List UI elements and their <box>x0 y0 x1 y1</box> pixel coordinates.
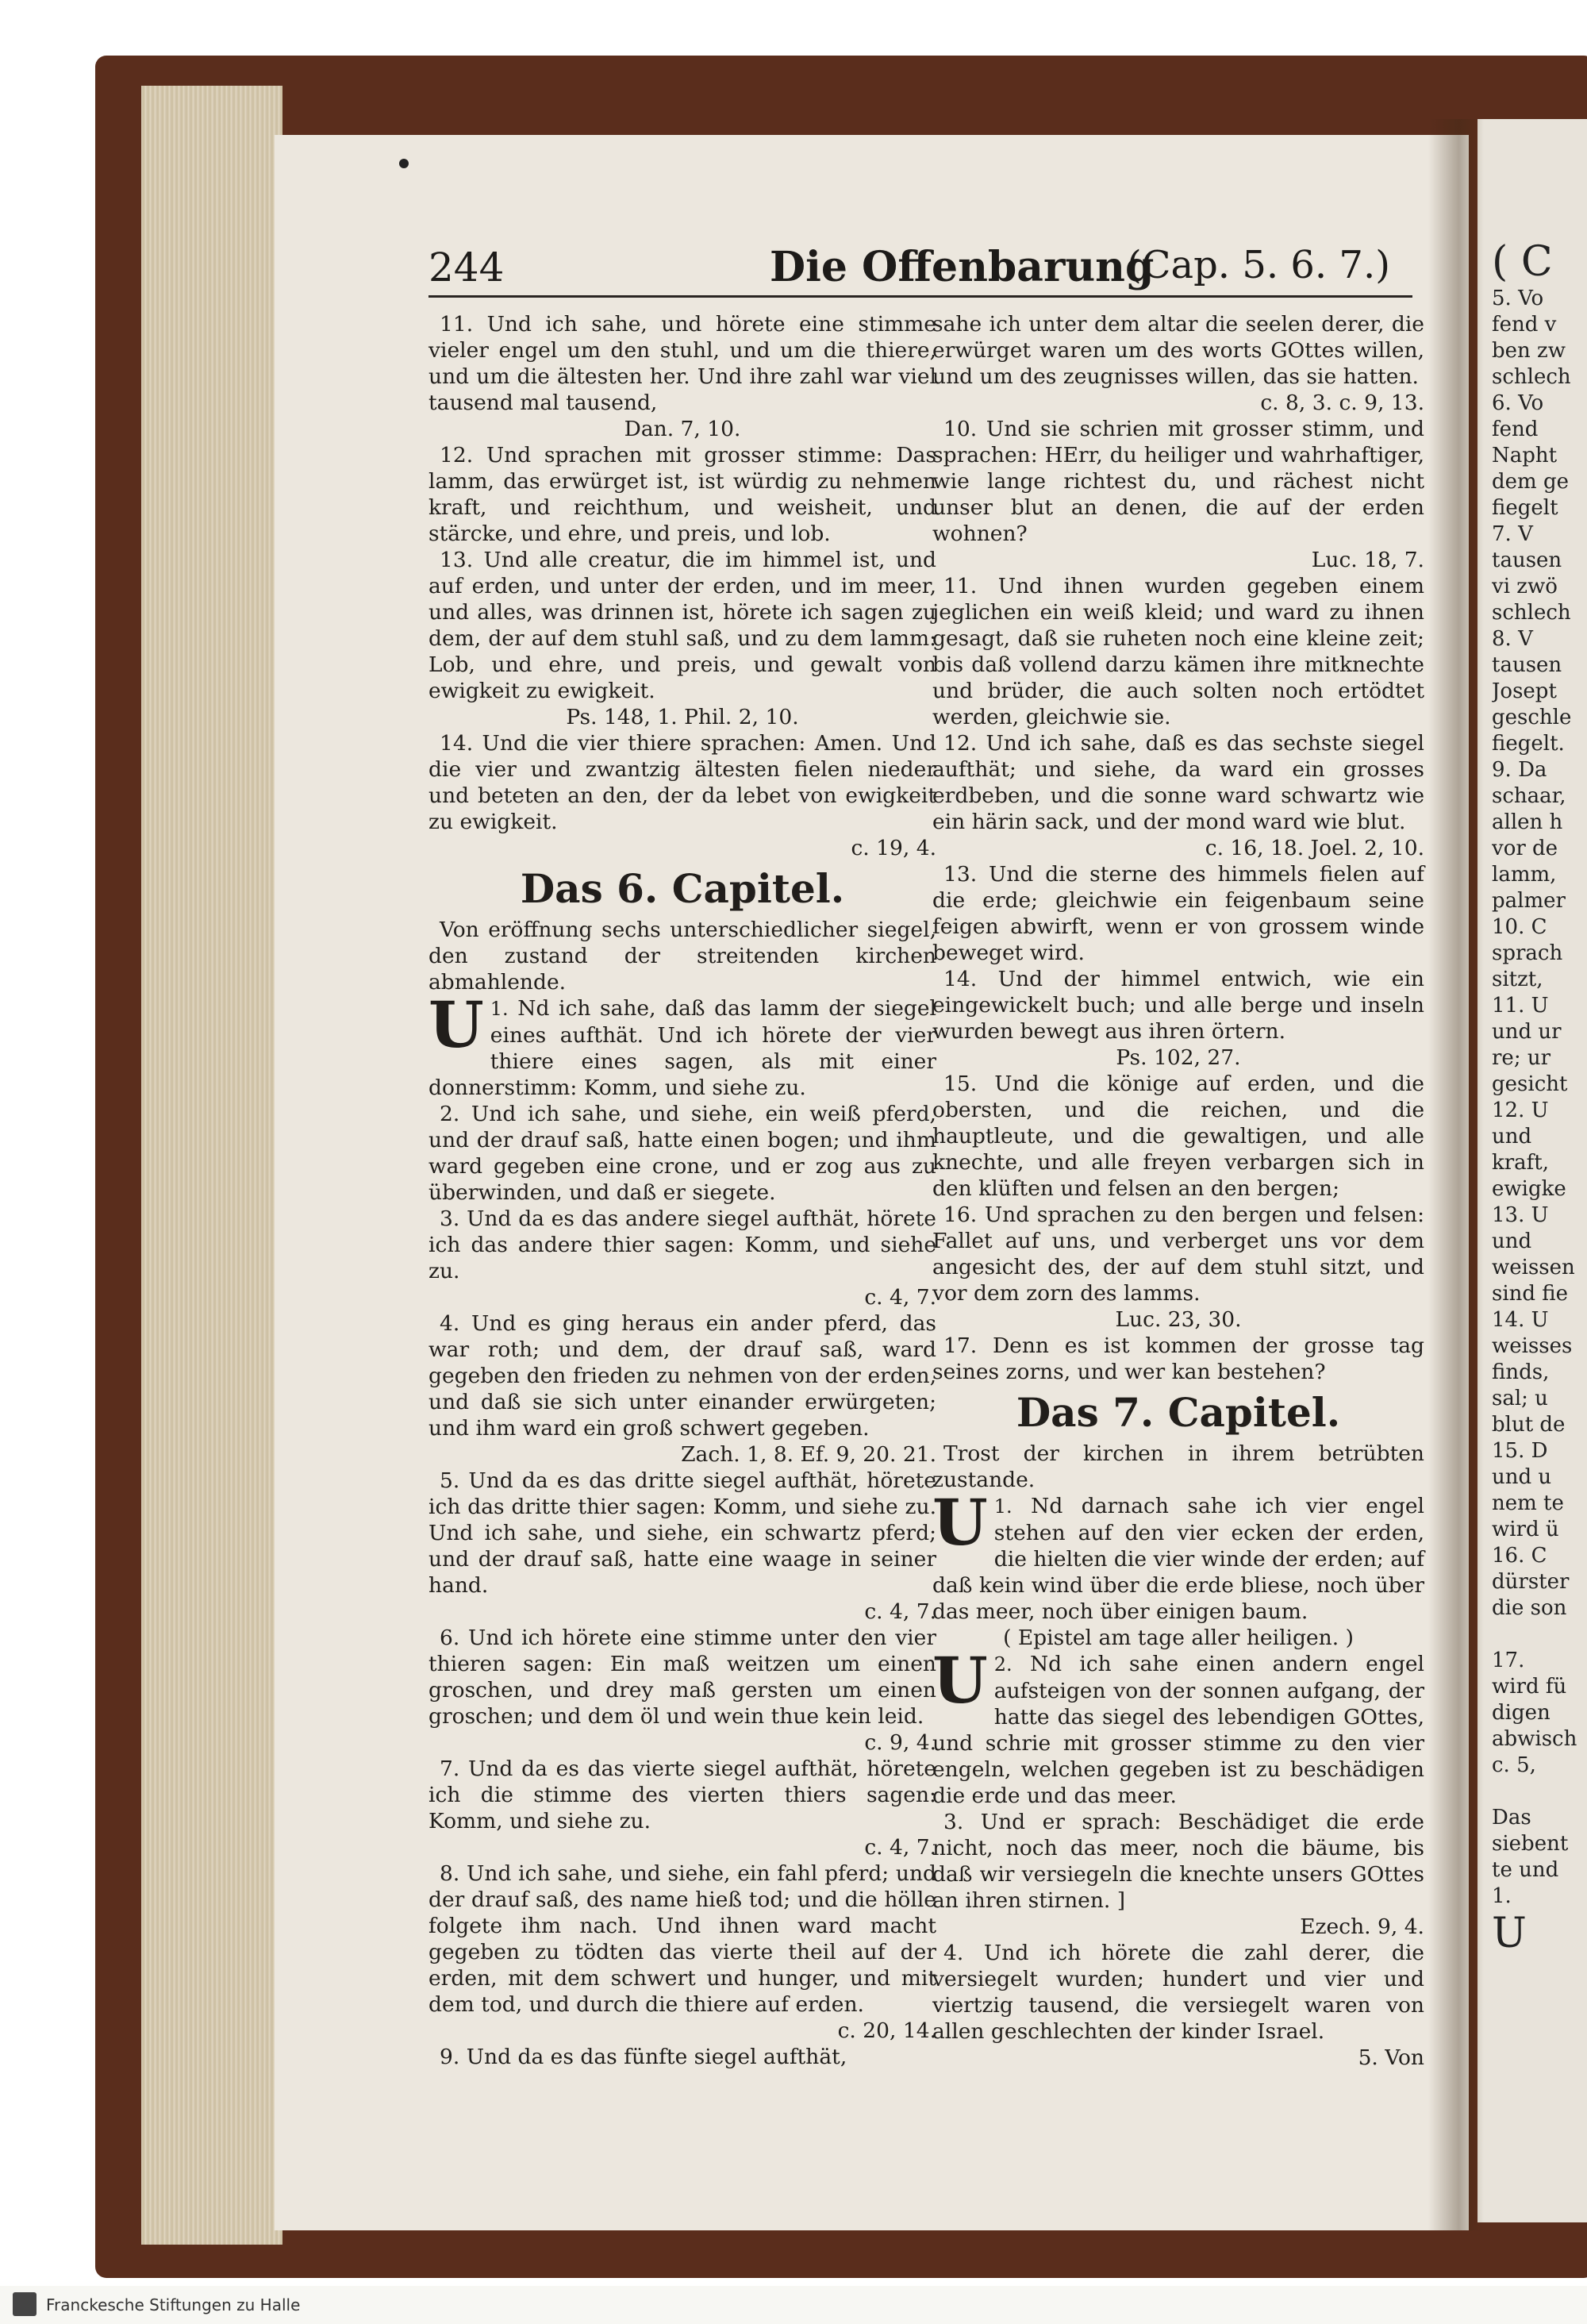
next-page-line: vi zwö <box>1492 575 1558 598</box>
chapter-7-summary: Trost der kirchen in ihrem betrübten zustande. <box>932 1441 1424 1492</box>
next-page-line: 9. Da <box>1492 758 1547 782</box>
next-page-line: weisses <box>1492 1334 1573 1358</box>
verse-ref: Luc. 23, 30. <box>1115 1307 1242 1332</box>
verse-number: 1. <box>490 998 509 1020</box>
next-page-line: fend v <box>1492 313 1557 337</box>
next-page-line: Das <box>1492 1806 1531 1830</box>
verse-ref: Ps. 102, 27. <box>1116 1045 1241 1070</box>
running-title: Die Offenbarung <box>770 243 1155 291</box>
next-page-line: 10. C <box>1492 915 1547 939</box>
next-page-line: Josept <box>1492 679 1557 703</box>
verse-ref: c. 8, 3. c. 9, 13. <box>1260 391 1424 415</box>
next-page-line: allen h <box>1492 810 1563 834</box>
chapter-6-summary: Von eröffnung sechs unterschiedlicher siegel, den zustand der streitenden kirchen abmahlende. <box>428 918 936 995</box>
next-page-line: 1. <box>1492 1884 1512 1908</box>
verse-ref: c. 16, 18. Joel. 2, 10. <box>1205 836 1424 860</box>
next-page-line: Napht <box>1492 444 1558 467</box>
verse-ref: c. 20, 14. <box>837 2018 936 2043</box>
footer-bar <box>0 2286 1587 2324</box>
next-page-line: blut de <box>1492 1413 1566 1437</box>
verse-ref: Dan. 7, 10. <box>624 417 741 441</box>
gutter-shadow <box>1428 119 1484 2230</box>
verse-6-9-start: 9. Und da es das fünfte siegel aufthät, <box>440 2045 847 2069</box>
next-page-line: kraft, <box>1492 1151 1550 1175</box>
verse-6-8: 8. Und ich sahe, und siehe, ein fahl pferd; und der drauf saß, des name hieß tod; und die hölle folgete ihm nach. Und ihnen ward macht gegeben zu tödten das vierte theil auf der erden, mit dem schwert und hunger, und mit dem tod, und durch die thiere auf erden. <box>428 1861 936 2017</box>
next-page-line: und <box>1492 1125 1532 1149</box>
next-page-strip <box>1492 238 1585 1957</box>
next-page-line: 13. U <box>1492 1203 1549 1227</box>
verse-6-9-cont: sahe ich unter dem altar die seelen derer, die erwürget waren um des worts GOttes willen, und um des zeugnisses willen, das sie hatten. <box>932 312 1424 389</box>
verse-7-4: 4. Und ich hörete die zahl derer, die versiegelt wurden; hundert und vier und viertzig tausend, die versiegelt waren von allen geschlechten der kinder Israel. <box>932 1941 1424 2044</box>
verse-ref: c. 4, 7. <box>864 1599 936 1624</box>
next-page-line: 7. V <box>1492 522 1533 546</box>
next-page-line: re; ur <box>1492 1046 1551 1070</box>
verse-ref: c. 19, 4. <box>851 836 936 860</box>
next-page-line: sind fie <box>1492 1282 1569 1306</box>
verse-ref: Luc. 18, 7. <box>1311 548 1424 572</box>
next-page-line: digen <box>1492 1701 1550 1725</box>
next-page-line: 17. <box>1492 1649 1525 1672</box>
next-page-line: siebent <box>1492 1832 1569 1856</box>
next-page-line: wird fü <box>1492 1675 1567 1699</box>
verse-text: Nd darnach sahe ich vier engel stehen auf den vier ecken der erden, die hielten die vier winde der erden; auf daß kein wind über die erde bliese, noch über das meer, noch über einigen baum. <box>932 1494 1424 1624</box>
next-page-line: und u <box>1492 1465 1552 1489</box>
next-page-line: nem te <box>1492 1491 1564 1515</box>
verse-6-1 <box>428 987 936 1101</box>
verse-6-4: 4. Und es ging heraus ein ander pferd, das war roth; und dem, der drauf saß, ward gegeben den frieden zu nehmen von der erden, und daß sie sich unter einander erwürgeten; und ihm ward ein groß schwert gegeben. <box>428 1311 936 1441</box>
ink-dot <box>399 159 409 168</box>
page-number: 244 <box>428 244 505 290</box>
verse-ref: Ps. 148, 1. Phil. 2, 10. <box>566 705 799 729</box>
next-page-line: ewigke <box>1492 1177 1566 1201</box>
next-page-line: geschle <box>1492 706 1572 729</box>
verse-6-3: 3. Und da es das andere siegel aufthät, hörete ich das andere thier sagen: Komm, und siehe zu. <box>428 1206 936 1283</box>
next-page-line: abwisch <box>1492 1727 1577 1751</box>
verse-text: Nd ich sahe einen andern engel aufsteigen von der sonnen aufgang, der hatte das siegel des lebendigen GOttes, und schrie mit grosser stimme zu den vier engeln, welchen gegeben ist zu beschädigen die erde und das meer. <box>932 1652 1424 1808</box>
next-page-line: schaar, <box>1492 784 1566 808</box>
verse-6-14: 14. Und der himmel entwich, wie ein eingewickelt buch; und alle berge und inseln wurden bewegt aus ihren örtern. <box>932 967 1424 1044</box>
verse-7-1 <box>932 1485 1424 1625</box>
next-page-line: und ur <box>1492 1020 1562 1044</box>
institution-logo-icon <box>13 2292 37 2316</box>
verse-5-12: 12. Und sprachen mit grosser stimme: Das lamm, das erwürget ist, ist würdig zu nehmen kraft, und reichthum, und weisheit, und stärcke, und ehre, und preis, und lob. <box>428 443 936 546</box>
left-column <box>428 311 936 2070</box>
next-page-line: 16. C <box>1492 1544 1547 1568</box>
chapter-6-heading: Das 6. Capitel. <box>520 865 845 912</box>
next-page-line: schlech <box>1492 365 1571 389</box>
verse-6-13: 13. Und die sterne des himmels fielen auf die erde; gleichwie ein feigenbaum seine feigen abwirft, wenn er von grossem winde beweget wird. <box>932 862 1424 965</box>
drop-initial: U <box>428 987 484 1062</box>
verse-7-3: 3. Und er sprach: Beschädiget die erde nicht, noch das meer, noch die bäume, bis daß wir versiegeln die knechte unsers GOttes an ihren stirnen. ] <box>932 1810 1424 1913</box>
next-page-line: dürster <box>1492 1570 1570 1594</box>
verse-6-5: 5. Und da es das dritte siegel aufthät, hörete ich das dritte thier sagen: Komm, und siehe zu. Und ich sahe, und siehe, ein schwartz pferd; und der drauf saß, hatte eine waage in seiner hand. <box>428 1468 936 1598</box>
verse-6-15: 15. Und die könige auf erden, und die obersten, und die reichen, und die hauptleute, und die gewaltigen, und alle knechte, und alle freyen verbargen sich in den klüften und felsen an den bergen; <box>932 1072 1424 1201</box>
verse-7-2 <box>932 1643 1424 1809</box>
verse-6-17: 17. Denn es ist kommen der grosse tag seines zorns, und wer kan bestehen? <box>932 1333 1424 1384</box>
next-page-line: gesicht <box>1492 1072 1568 1096</box>
verse-ref: c. 4, 7. <box>864 1285 936 1310</box>
next-page-line: tausen <box>1492 653 1562 677</box>
chapter-reference: (Cap. 5. 6. 7.) <box>1127 243 1390 287</box>
verse-ref: c. 9, 4. <box>864 1730 936 1755</box>
next-page-line <box>1492 1779 1585 1805</box>
next-page-line: 6. Vo <box>1492 391 1544 415</box>
verse-6-10: 10. Und sie schrien mit grosser stimm, und sprachen: HErr, du heiliger und wahrhaftiger, wie lange richtest du, und rächest nicht unser blut an denen, die auf der erden wohnen? <box>932 417 1424 546</box>
next-page-lines <box>1492 286 1585 1910</box>
verse-6-7: 7. Und da es das vierte siegel aufthät, hörete ich die stimme des vierten thiers sagen: Komm, und siehe zu. <box>428 1756 936 1833</box>
right-column <box>932 311 1424 2071</box>
next-page-line: schlech <box>1492 601 1571 625</box>
next-page-header: ( C <box>1492 238 1553 286</box>
verse-text: Nd ich sahe, daß das lamm der siegel eines aufthät. Und ich hörete der vier thiere eines sagen, als mit einer donnerstimm: Komm, und siehe zu. <box>428 996 936 1100</box>
verse-ref: Zach. 1, 8. Ef. 9, 20. 21. <box>681 1442 936 1467</box>
verse-5-13: 13. Und alle creatur, die im himmel ist, und auf erden, und unter der erden, und im meer, und alles, was drinnen ist, hörete ich sagen zu dem, der auf dem stuhl saß, und zu dem lamm: Lob, und ehre, und preis, und gewalt von ewigkeit zu ewigkeit. <box>428 548 936 703</box>
next-page-line: 5. Vo <box>1492 287 1544 310</box>
next-page-line: fend <box>1492 417 1539 441</box>
next-page-line: 8. V <box>1492 627 1533 651</box>
institution-name: Franckesche Stiftungen zu Halle <box>46 2295 301 2314</box>
verse-number: 1. <box>993 1495 1013 1518</box>
catchword: 5. Von <box>1358 2045 1424 2070</box>
verse-ref: c. 4, 7. <box>864 1835 936 1860</box>
next-page-line: 12. U <box>1492 1099 1549 1122</box>
next-page-line: die son <box>1492 1596 1567 1620</box>
next-page-line: dem ge <box>1492 470 1569 494</box>
next-page-line: sprach <box>1492 941 1563 965</box>
next-page-line: weissen <box>1492 1256 1575 1279</box>
next-page-line: sal; u <box>1492 1387 1548 1410</box>
verse-ref: Ezech. 9, 4. <box>1300 1914 1424 1939</box>
verse-5-11: 11. Und ich sahe, und hörete eine stimme vieler engel um den stuhl, und um die thiere, und um die ältesten her. Und ihre zahl war viel tausend mal tausend, <box>428 312 936 415</box>
page-edges <box>141 86 282 2245</box>
next-page-line: wird ü <box>1492 1518 1559 1541</box>
verse-6-11: 11. Und ihnen wurden gegeben einem jeglichen ein weiß kleid; und ward zu ihnen gesagt, daß sie ruheten noch eine kleine zeit; bis daß vollend darzu kämen ihre mitknechte und brüder, die auch solten noch ertödtet werden, gleichwie sie. <box>932 574 1424 729</box>
verse-5-14: 14. Und die vier thiere sprachen: Amen. Und die vier und zwantzig ältesten fielen nieder und beteten an den, der da lebet von ewigkeit zu ewigkeit. <box>428 731 936 834</box>
next-page-line: und <box>1492 1229 1532 1253</box>
next-page-line: tausen <box>1492 548 1562 572</box>
chapter-7-heading: Das 7. Capitel. <box>1016 1389 1341 1436</box>
drop-initial: U <box>932 1643 988 1718</box>
next-page-line: 11. U <box>1492 994 1549 1018</box>
next-page-line: fiegelt. <box>1492 732 1565 756</box>
page-header <box>428 238 1412 302</box>
verse-6-16: 16. Und sprachen zu den bergen und felsen: Fallet auf uns, und verberget uns vor dem angesicht des, der auf dem stuhl sitzt, und vor dem zorn des lamms. <box>932 1202 1424 1306</box>
next-page-line: lamm, <box>1492 863 1557 887</box>
verse-number: 2. <box>993 1653 1013 1676</box>
verse-6-12: 12. Und ich sahe, daß es das sechste siegel aufthät; und siehe, da ward ein grosses erdbeben, und die sonne ward schwartz wie ein härin sack, und der mond ward wie blut. <box>932 731 1424 834</box>
next-page-line: te und <box>1492 1858 1559 1882</box>
next-page-line <box>1492 1622 1585 1648</box>
next-page-drop-initial: U <box>1492 1910 1527 1957</box>
next-page-line: finds, <box>1492 1360 1550 1384</box>
next-page-line: 14. U <box>1492 1308 1549 1332</box>
header-rule <box>428 295 1412 298</box>
next-page-line: sitzt, <box>1492 968 1543 991</box>
next-page-line: palmer <box>1492 889 1566 913</box>
verse-6-6: 6. Und ich hörete eine stimme unter den vier thieren sagen: Ein maß weitzen um einen groschen, und drey maß gersten um einen groschen; und dem öl und wein thue kein leid. <box>428 1626 936 1729</box>
epistle-note: ( Epistel am tage aller heiligen. ) <box>1003 1626 1354 1650</box>
next-page-line: 15. D <box>1492 1439 1548 1463</box>
verse-6-2: 2. Und ich sahe, und siehe, ein weiß pferd, und der drauf saß, hatte einen bogen; und ihm ward gegeben eine crone, und er zog aus zu überwinden, und daß er siegete. <box>428 1102 936 1205</box>
next-page-line: fiegelt <box>1492 496 1558 520</box>
next-page-line: vor de <box>1492 837 1558 860</box>
next-page-line: c. 5, <box>1492 1753 1536 1777</box>
next-page-line: ben zw <box>1492 339 1566 363</box>
drop-initial: U <box>932 1485 988 1560</box>
